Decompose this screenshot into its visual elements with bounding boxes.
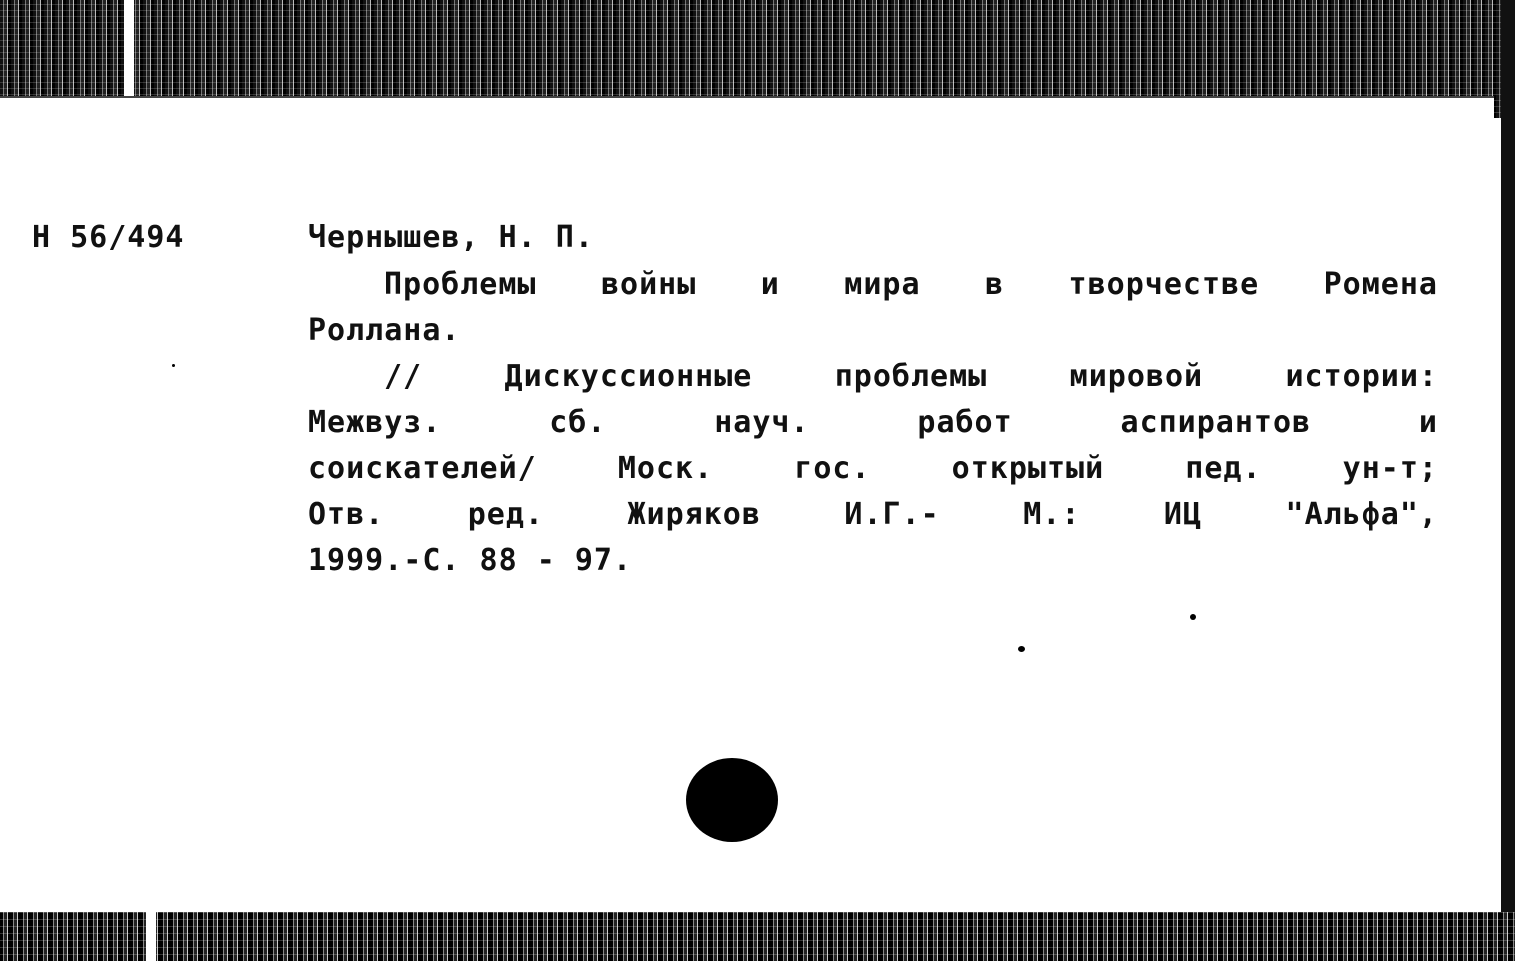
source-line-3: соискателей/ Моск. гос. открытый пед. ун-т; [308, 451, 1438, 486]
author: Чернышев, Н. П. [308, 220, 594, 255]
scanner-edge-bottom [0, 912, 1515, 961]
source-line-1: // Дискуссионные проблемы мировой истории: [384, 359, 1438, 394]
speck [1018, 646, 1025, 652]
catalog-card [0, 96, 1494, 920]
title-line-1: Проблемы войны и мира в творчестве Ромена [384, 267, 1438, 302]
source-line-5: 1999.-С. 88 - 97. [308, 543, 633, 578]
scanner-edge-gap-bottom [146, 912, 156, 961]
scanner-edge-right [1501, 0, 1515, 961]
title-line-2: Роллана. [308, 313, 461, 348]
source-line-2: Межвуз. сб. науч. работ аспирантов и [308, 405, 1438, 440]
punch-hole [686, 758, 778, 842]
source-line-4: Отв. ред. Жиряков И.Г.- М.: ИЦ "Альфа", [308, 497, 1438, 532]
speck [172, 364, 175, 367]
speck [1190, 614, 1196, 620]
bibliographic-entry [308, 218, 1438, 584]
call-number: Н 56/494 [32, 220, 185, 255]
